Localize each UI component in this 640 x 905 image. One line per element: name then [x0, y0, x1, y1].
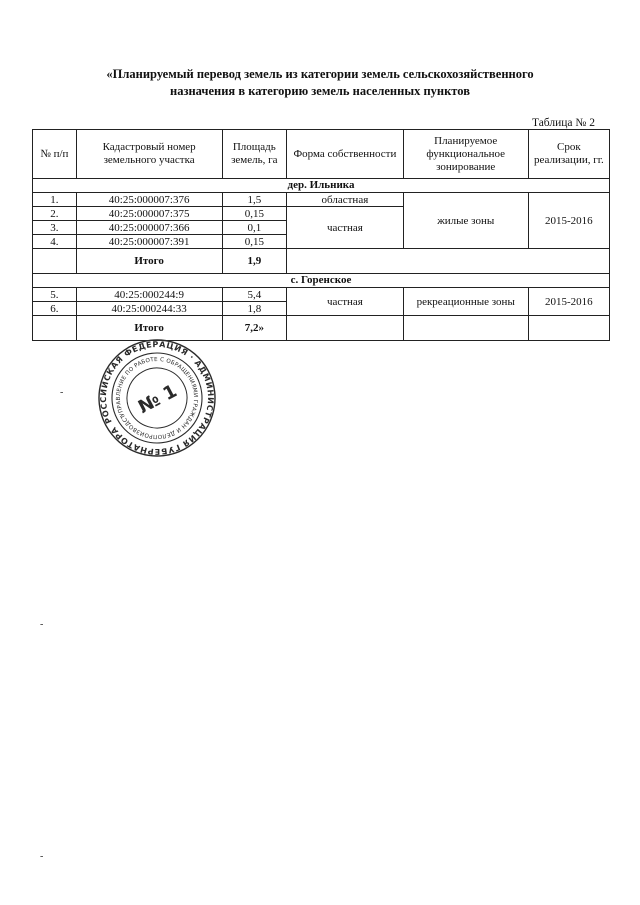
- row-num: 3.: [33, 221, 77, 235]
- row-num: 2.: [33, 207, 77, 221]
- title-line-1: «Планируемый перевод земель из категории земель сельскохозяйственного: [106, 67, 534, 81]
- header-num: № п/п: [33, 130, 77, 179]
- section-name: дер. Ильника: [33, 179, 610, 193]
- row-ownership: частная: [287, 207, 404, 249]
- stamp-number: № 1: [134, 380, 181, 419]
- official-stamp: [97, 338, 217, 458]
- header-term: Срок реализации, гг.: [528, 130, 609, 179]
- header-zoning: Планируемое функциональное зонирование: [403, 130, 528, 179]
- margin-mark: -: [40, 851, 44, 862]
- table-row: [33, 193, 610, 207]
- total-row: [33, 316, 610, 341]
- table-row: [33, 288, 610, 302]
- row-area: 0,15: [222, 207, 287, 221]
- total-empty: [528, 316, 609, 341]
- total-empty: [33, 249, 77, 274]
- table-header-row: [33, 130, 610, 179]
- section-name: с. Горенское: [33, 274, 610, 288]
- total-row: [33, 249, 610, 274]
- document-title: [40, 66, 600, 100]
- header-area: Площадь земель, га: [222, 130, 287, 179]
- title-line-2: назначения в категорию земель населенных пунктов: [170, 84, 470, 98]
- row-ownership: частная: [287, 288, 404, 316]
- header-cadastral: Кадастровый номер земельного участка: [76, 130, 222, 179]
- row-num: 5.: [33, 288, 77, 302]
- row-zoning: рекреационные зоны: [403, 288, 528, 316]
- row-cadastral: 40:25:000007:391: [76, 235, 222, 249]
- section-row: [33, 274, 610, 288]
- row-cadastral: 40:25:000007:375: [76, 207, 222, 221]
- total-value: 1,9: [222, 249, 287, 274]
- total-label: Итого: [76, 249, 222, 274]
- row-zoning: жилые зоны: [403, 193, 528, 249]
- margin-mark: -: [60, 387, 64, 398]
- land-transfer-table: [32, 129, 610, 341]
- row-cadastral: 40:25:000007:366: [76, 221, 222, 235]
- total-empty: [287, 316, 404, 341]
- row-num: 1.: [33, 193, 77, 207]
- row-num: 6.: [33, 302, 77, 316]
- row-cadastral: 40:25:000244:9: [76, 288, 222, 302]
- stamp-outer-text: РОССИЙСКАЯ ФЕДЕРАЦИЯ · АДМИНИСТРАЦИЯ ГУБЕРНАТОРА: [98, 339, 216, 457]
- row-area: 1,8: [222, 302, 287, 316]
- row-term: 2015-2016: [528, 193, 609, 249]
- stamp-inner-text: УПРАВЛЕНИЕ ПО РАБОТЕ С ОБРАЩЕНИЯМИ ГРАЖДАН И ДЕЛОПРОИЗВОДСТВУ: [115, 356, 199, 440]
- row-num: 4.: [33, 235, 77, 249]
- header-ownership: Форма собственности: [287, 130, 404, 179]
- row-area: 0,15: [222, 235, 287, 249]
- total-empty: [403, 316, 528, 341]
- row-ownership: областная: [287, 193, 404, 207]
- total-label: Итого: [76, 316, 222, 341]
- margin-mark: -: [40, 619, 44, 630]
- total-empty: [33, 316, 77, 341]
- section-row: [33, 179, 610, 193]
- row-area: 5,4: [222, 288, 287, 302]
- total-value: 7,2»: [222, 316, 287, 341]
- row-cadastral: 40:25:000244:33: [76, 302, 222, 316]
- row-area: 0,1: [222, 221, 287, 235]
- total-empty: [287, 249, 610, 274]
- row-term: 2015-2016: [528, 288, 609, 316]
- table-number: Таблица № 2: [531, 117, 595, 129]
- row-cadastral: 40:25:000007:376: [76, 193, 222, 207]
- row-area: 1,5: [222, 193, 287, 207]
